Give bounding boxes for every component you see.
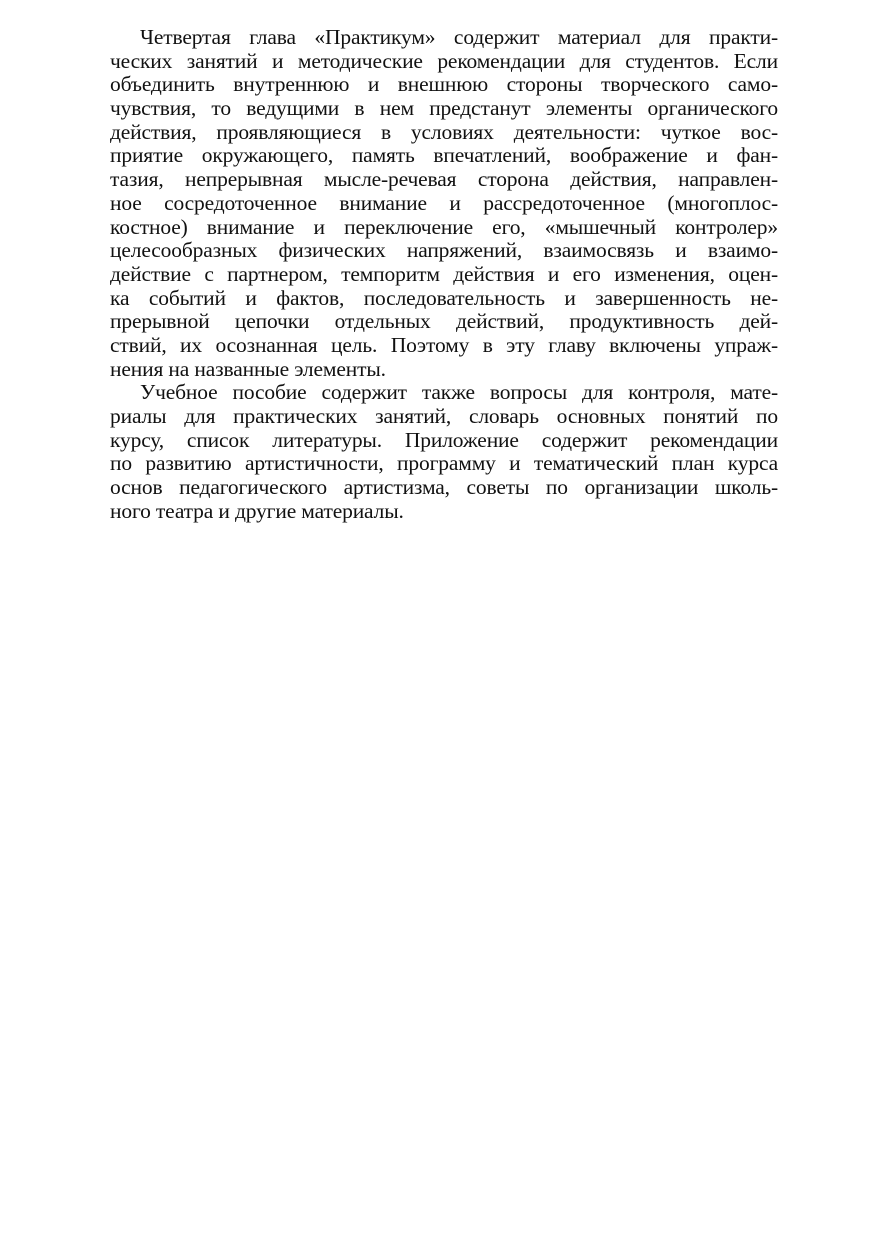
text-line: действия, проявляющиеся в условиях деятельности: чуткое вос- — [110, 119, 778, 144]
document-page — [110, 26, 778, 523]
text-line: действие с партнером, темпоритм действия и его изменения, оцен- — [110, 261, 778, 286]
text-line: Четвертая глава «Практикум» содержит материал для практи- — [140, 25, 778, 49]
text-line: Учебное пособие содержит также вопросы для контроля, мате- — [140, 380, 778, 405]
text-line: ного театра и другие материалы. — [110, 498, 404, 523]
text-line: ческих занятий и методические рекомендации для студентов. Если — [110, 48, 778, 73]
text-line: прерывной цепочки отдельных действий, продуктивность дей- — [110, 309, 778, 334]
text-line: целесообразных физических напряжений, взаимосвязь и взаимо- — [110, 238, 778, 263]
text-line: приятие окружающего, память впечатлений, воображение и фан- — [110, 143, 778, 168]
text-line: костное) внимание и переключение его, «мышечный контролер» — [110, 214, 778, 239]
text-line: тазия, непрерывная мысле-речевая сторона действия, направлен- — [110, 167, 778, 192]
text-line: риалы для практических занятий, словарь основных понятий по — [110, 404, 778, 428]
text-line: по развитию артистичности, программу и тематический план курса — [110, 451, 778, 476]
paragraph-chapter-four — [110, 26, 778, 381]
text-line: курсу, список литературы. Приложение содержит рекомендации — [110, 427, 778, 452]
text-line: ка событий и фактов, последовательность и завершенность не- — [110, 285, 778, 310]
text-line: ное сосредоточенное внимание и рассредоточенное (многоплос- — [110, 190, 778, 215]
paragraph-textbook-contents — [110, 381, 778, 523]
text-line: объединить внутреннюю и внешнюю стороны творческого само- — [110, 72, 778, 97]
text-line: ствий, их осознанная цель. Поэтому в эту главу включены упраж- — [110, 332, 778, 357]
text-line: нения на названные элементы. — [110, 356, 386, 381]
text-line: основ педагогического артистизма, советы по организации школь- — [110, 475, 778, 500]
text-line: чувствия, то ведущими в нем предстанут элементы органического — [110, 96, 778, 121]
